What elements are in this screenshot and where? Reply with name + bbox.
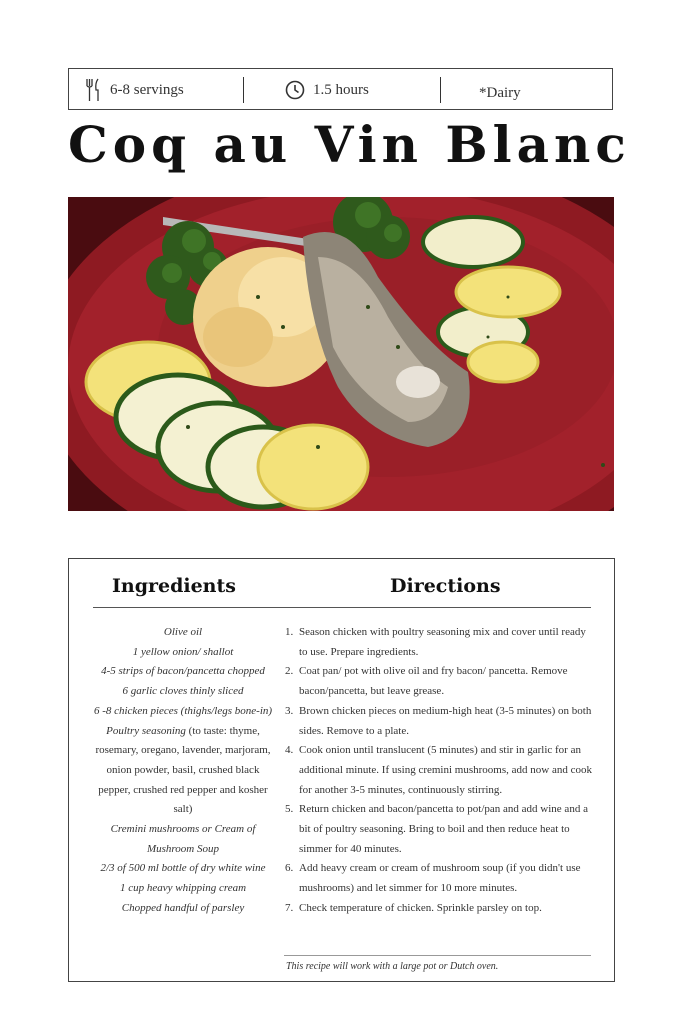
direction-step	[285, 623, 595, 662]
step-text: Cook onion until translucent (5 minutes) and stir in garlic for an additional minute. If using cremini mushrooms, add now and cook for another 3-5 minutes, continuously stirring.	[299, 744, 592, 796]
ingredient-item: 1 cup heavy whipping cream	[119, 882, 247, 895]
recipe-title: Coq au Vin Blanc	[68, 115, 631, 174]
step-number: 5.	[285, 803, 294, 816]
directions-heading: Directions	[390, 575, 501, 597]
ingredients-heading: Ingredients	[112, 575, 236, 597]
direction-step	[285, 702, 595, 741]
step-text: Check temperature of chicken. Sprinkle parsley on top.	[299, 901, 542, 914]
ingredient-item: 6 -8 chicken pieces (thighs/legs bone-in)	[93, 704, 273, 717]
step-number: 2.	[285, 665, 294, 678]
step-number: 3.	[285, 704, 294, 717]
divider	[440, 77, 441, 103]
divider	[243, 77, 244, 103]
step-text: Add heavy cream or cream of mushroom soup (if you didn't use mushrooms) and let simmer for 10 more minutes.	[299, 862, 581, 895]
direction-step	[285, 800, 595, 859]
time-info	[285, 69, 369, 111]
step-number: 6.	[285, 862, 294, 875]
step-text: Brown chicken pieces on medium-high heat (3-5 minutes) on both sides. Remove to a plate.	[299, 704, 592, 737]
directions-list	[285, 623, 595, 919]
ingredient-item: Chopped handful of parsley	[121, 901, 245, 914]
direction-step	[285, 741, 595, 800]
recipe-photo	[68, 197, 614, 511]
step-number: 7.	[285, 901, 294, 914]
recipe-footnote: This recipe will work with a large pot or Dutch oven.	[286, 961, 499, 972]
clock-icon	[285, 80, 305, 100]
step-text: Season chicken with poultry seasoning mix and cover until ready to use. Prepare ingredients.	[299, 626, 586, 658]
ingredients-list	[93, 623, 273, 919]
ingredient-item: 2/3 of 500 ml bottle of dry white wine	[100, 862, 266, 875]
servings-text: 6-8 servings	[110, 81, 184, 98]
heading-divider	[93, 607, 591, 608]
step-number: 1.	[285, 626, 294, 638]
step-number: 4.	[285, 744, 294, 757]
servings-info	[85, 69, 184, 111]
recipe-info-bar	[68, 68, 613, 110]
step-text: Return chicken and bacon/pancetta to pot/pan and add wine and a bit of poultry seasoning. Bring to boil and then reduce heat to simmer for 40 minutes.	[299, 803, 588, 855]
time-text: 1.5 hours	[313, 81, 369, 98]
ingredient-item: Cremini mushrooms or Cream of Mushroom Soup	[110, 823, 256, 855]
plated-chicken-dish-image	[68, 197, 614, 511]
direction-step	[285, 859, 595, 898]
ingredient-item: Poultry seasoning (to taste: thyme, rosemary, oregano, lavender, marjoram, onion powder, basil, crushed black pepper, crushed red pepper and kosher salt)	[95, 724, 271, 816]
ingredient-item: 6 garlic cloves thinly sliced	[122, 685, 244, 698]
step-text: Coat pan/ pot with olive oil and fry bacon/ pancetta. Remove bacon/pancetta, but leave grease.	[299, 665, 568, 698]
footnote-divider	[284, 955, 591, 956]
allergen-info	[479, 72, 521, 114]
ingredient-item: 1 yellow onion/ shallot	[132, 645, 234, 658]
ingredient-item: 4-5 strips of bacon/pancetta chopped	[101, 665, 265, 678]
ingredient-detail: (to taste: thyme, rosemary, oregano, lavender, marjoram, onion powder, basil, crushed black pepper, crushed red pepper and kosher salt)	[95, 724, 271, 816]
direction-step	[285, 662, 595, 701]
direction-step	[285, 899, 595, 919]
ingredient-item: Olive oil	[163, 626, 203, 638]
fork-knife-icon	[85, 78, 101, 102]
allergen-text: *Dairy	[479, 84, 521, 101]
